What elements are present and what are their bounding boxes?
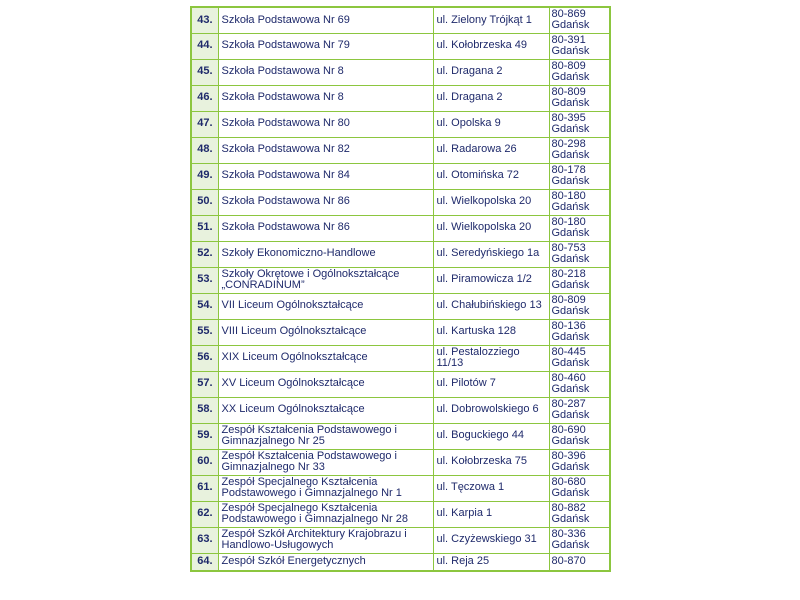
- street-address: ul. Radarowa 26: [433, 137, 549, 163]
- table-row: [191, 33, 610, 59]
- postal-cell: [549, 215, 610, 241]
- table-row: [191, 527, 610, 553]
- postal-cell: [549, 475, 610, 501]
- street-address: ul. Kartuska 128: [433, 319, 549, 345]
- street-address: ul. Pestalozziego 11/13: [433, 345, 549, 371]
- row-number: 51.: [191, 215, 218, 241]
- street-address: ul. Wielkopolska 20: [433, 189, 549, 215]
- table-row: [191, 137, 610, 163]
- row-number: 47.: [191, 111, 218, 137]
- postal-code: 80-136: [551, 319, 586, 332]
- row-number: 46.: [191, 85, 218, 111]
- row-number: 61.: [191, 475, 218, 501]
- postal-cell: [549, 345, 610, 371]
- postal-cell: [549, 397, 610, 423]
- school-name: Zespół Kształcenia Podstawowego i Gimnazjalnego Nr 33: [218, 449, 433, 475]
- street-address: ul. Opolska 9: [433, 111, 549, 137]
- school-name: Szkoła Podstawowa Nr 86: [218, 215, 433, 241]
- postal-code: 80-298: [551, 137, 586, 150]
- postal-code: 80-809: [551, 293, 586, 306]
- school-name: Szkoła Podstawowa Nr 8: [218, 59, 433, 85]
- postal-cell: [549, 33, 610, 59]
- street-address: ul. Chałubińskiego 13: [433, 293, 549, 319]
- row-number: 49.: [191, 163, 218, 189]
- table-row: [191, 85, 610, 111]
- postal-cell: [549, 189, 610, 215]
- postal-code: 80-396: [551, 449, 586, 462]
- street-address: ul. Wielkopolska 20: [433, 215, 549, 241]
- postal-code: 80-869: [551, 7, 586, 20]
- row-number: 64.: [191, 553, 218, 571]
- postal-code: 80-395: [551, 111, 586, 124]
- postal-code: 80-180: [551, 189, 586, 202]
- street-address: ul. Boguckiego 44: [433, 423, 549, 449]
- table-row: [191, 7, 610, 33]
- postal-code: 80-460: [551, 371, 586, 384]
- postal-cell: [549, 449, 610, 475]
- table-row: [191, 371, 610, 397]
- row-number: 45.: [191, 59, 218, 85]
- city: Gdańsk: [551, 539, 590, 551]
- row-number: 43.: [191, 7, 218, 33]
- school-name: Szkoła Podstawowa Nr 69: [218, 7, 433, 33]
- school-name: Szkoła Podstawowa Nr 86: [218, 189, 433, 215]
- table-row: [191, 293, 610, 319]
- row-number: 44.: [191, 33, 218, 59]
- postal-code: 80-680: [551, 475, 586, 488]
- city: Gdańsk: [551, 513, 590, 525]
- postal-cell: [549, 501, 610, 527]
- postal-code: 80-391: [551, 33, 586, 46]
- table-row: [191, 319, 610, 345]
- street-address: ul. Zielony Trójkąt 1: [433, 7, 549, 33]
- city: Gdańsk: [551, 461, 590, 473]
- school-name: VIII Liceum Ogólnokształcące: [218, 319, 433, 345]
- city: Gdańsk: [551, 331, 590, 343]
- table-row: [191, 267, 610, 293]
- table-row: [191, 397, 610, 423]
- postal-code: 80-180: [551, 215, 586, 228]
- table-row: [191, 241, 610, 267]
- school-name: Szkoła Podstawowa Nr 82: [218, 137, 433, 163]
- postal-code: 80-809: [551, 59, 586, 72]
- city: Gdańsk: [551, 97, 590, 109]
- street-address: ul. Seredyńskiego 1a: [433, 241, 549, 267]
- city: Gdańsk: [551, 409, 590, 421]
- city: Gdańsk: [551, 253, 590, 265]
- school-name: Szkoła Podstawowa Nr 84: [218, 163, 433, 189]
- postal-cell: [549, 423, 610, 449]
- street-address: ul. Dobrowolskiego 6: [433, 397, 549, 423]
- city: Gdańsk: [551, 227, 590, 239]
- city: Gdańsk: [551, 383, 590, 395]
- postal-code: 80-445: [551, 345, 586, 358]
- postal-cell: [549, 59, 610, 85]
- city: Gdańsk: [551, 123, 590, 135]
- table-row: [191, 345, 610, 371]
- postal-code: 80-882: [551, 501, 586, 514]
- postal-cell: [549, 241, 610, 267]
- school-name: Szkoła Podstawowa Nr 80: [218, 111, 433, 137]
- postal-code: 80-753: [551, 241, 586, 254]
- postal-cell: [549, 319, 610, 345]
- street-address: ul. Dragana 2: [433, 59, 549, 85]
- row-number: 54.: [191, 293, 218, 319]
- table-row: [191, 111, 610, 137]
- row-number: 56.: [191, 345, 218, 371]
- school-name: Szkoły Okrętowe i Ogólnokształcące „CONRADINUM”: [218, 267, 433, 293]
- row-number: 62.: [191, 501, 218, 527]
- row-number: 55.: [191, 319, 218, 345]
- city: Gdańsk: [551, 357, 590, 369]
- city: Gdańsk: [551, 71, 590, 83]
- row-number: 58.: [191, 397, 218, 423]
- school-name: Szkoła Podstawowa Nr 8: [218, 85, 433, 111]
- postal-code: 80-809: [551, 85, 586, 98]
- table-row: [191, 553, 610, 571]
- city: Gdańsk: [551, 175, 590, 187]
- school-name: XX Liceum Ogólnokształcące: [218, 397, 433, 423]
- postal-code: 80-870: [551, 555, 586, 567]
- school-name: Szkoła Podstawowa Nr 79: [218, 33, 433, 59]
- document-page: [190, 6, 610, 600]
- table-row: [191, 449, 610, 475]
- row-number: 48.: [191, 137, 218, 163]
- row-number: 52.: [191, 241, 218, 267]
- table-row: [191, 475, 610, 501]
- postal-cell: [549, 527, 610, 553]
- school-name: Zespół Szkół Energetycznych: [218, 553, 433, 571]
- city: Gdańsk: [551, 305, 590, 317]
- street-address: ul. Kołobrzeska 49: [433, 33, 549, 59]
- city: Gdańsk: [551, 435, 590, 447]
- school-name: XV Liceum Ogólnokształcące: [218, 371, 433, 397]
- schools-table: [190, 6, 611, 572]
- street-address: ul. Czyżewskiego 31: [433, 527, 549, 553]
- school-name: Zespół Specjalnego Kształcenia Podstawowego i Gimnazjalnego Nr 1: [218, 475, 433, 501]
- postal-cell: [549, 111, 610, 137]
- street-address: ul. Tęczowa 1: [433, 475, 549, 501]
- row-number: 59.: [191, 423, 218, 449]
- postal-cell: [549, 85, 610, 111]
- city: Gdańsk: [551, 279, 590, 291]
- street-address: ul. Piramowicza 1/2: [433, 267, 549, 293]
- street-address: ul. Otomińska 72: [433, 163, 549, 189]
- postal-cell: [549, 371, 610, 397]
- table-row: [191, 423, 610, 449]
- table-row: [191, 215, 610, 241]
- postal-cell: [549, 7, 610, 33]
- street-address: ul. Kołobrzeska 75: [433, 449, 549, 475]
- row-number: 57.: [191, 371, 218, 397]
- row-number: 63.: [191, 527, 218, 553]
- street-address: ul. Dragana 2: [433, 85, 549, 111]
- city: Gdańsk: [551, 45, 590, 57]
- street-address: ul. Reja 25: [433, 553, 549, 571]
- postal-cell: [549, 293, 610, 319]
- street-address: ul. Karpia 1: [433, 501, 549, 527]
- school-name: Zespół Specjalnego Kształcenia Podstawowego i Gimnazjalnego Nr 28: [218, 501, 433, 527]
- city: Gdańsk: [551, 19, 590, 32]
- table-row: [191, 189, 610, 215]
- school-name: Zespół Szkół Architektury Krajobrazu i Handlowo-Usługowych: [218, 527, 433, 553]
- postal-code: 80-287: [551, 397, 586, 410]
- postal-code: 80-218: [551, 267, 586, 280]
- postal-code: 80-690: [551, 423, 586, 436]
- postal-cell: [549, 137, 610, 163]
- school-name: Zespół Kształcenia Podstawowego i Gimnazjalnego Nr 25: [218, 423, 433, 449]
- postal-cell: [549, 553, 610, 571]
- row-number: 53.: [191, 267, 218, 293]
- postal-code: 80-178: [551, 163, 586, 176]
- street-address: ul. Pilotów 7: [433, 371, 549, 397]
- row-number: 50.: [191, 189, 218, 215]
- row-number: 60.: [191, 449, 218, 475]
- table-row: [191, 163, 610, 189]
- table-row: [191, 59, 610, 85]
- table-row: [191, 501, 610, 527]
- school-name: Szkoły Ekonomiczno-Handlowe: [218, 241, 433, 267]
- postal-code: 80-336: [551, 527, 586, 540]
- postal-cell: [549, 267, 610, 293]
- city: Gdańsk: [551, 201, 590, 213]
- postal-cell: [549, 163, 610, 189]
- school-name: XIX Liceum Ogólnokształcące: [218, 345, 433, 371]
- table-body: [191, 7, 610, 571]
- school-name: VII Liceum Ogólnokształcące: [218, 293, 433, 319]
- city: Gdańsk: [551, 149, 590, 161]
- city: Gdańsk: [551, 487, 590, 499]
